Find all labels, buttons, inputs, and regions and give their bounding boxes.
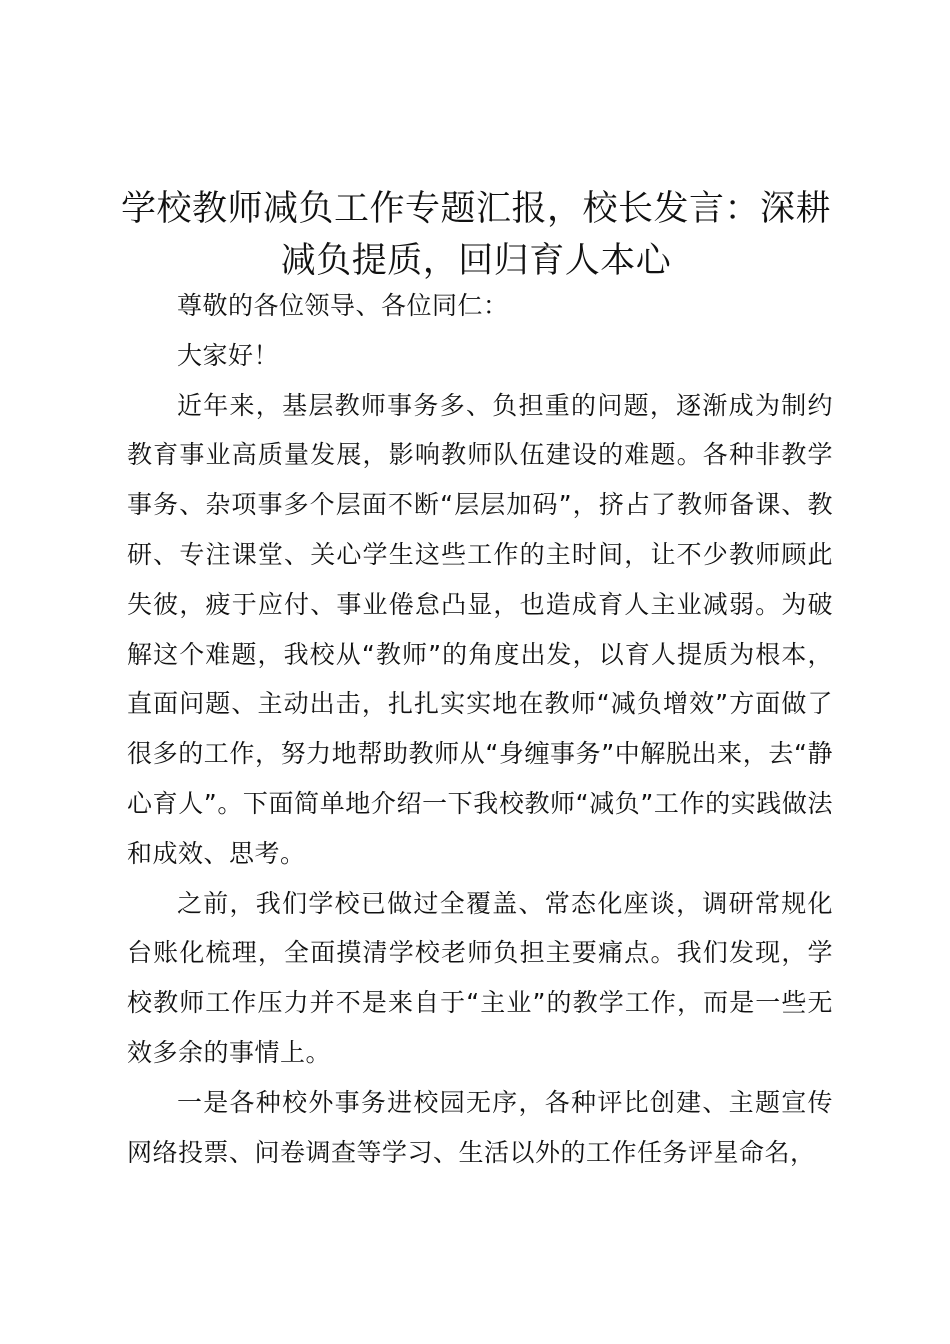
document-title: 学校教师减负工作专题汇报，校长发言：深耕减负提质，回归育人本心 [120,189,831,281]
greeting: 大家好！ [177,340,280,370]
salutation: 尊敬的各位领导、各位同仁： [177,291,509,320]
paragraph-point-one: 一是各种校外事务进校园无序，各种评比创建、主题宣传网络投票、问卷调查等学习、生活以外的工作任务评星命名， [127,1087,833,1167]
paragraph-intro: 近年来，基层教师事务多、负担重的问题，逐渐成为制约教育事业高质量发展，影响教师队伍建设的难题。各种非教学事务、杂项事多个层面不断“层层加码”，挤占了教师备课、教研、专注课堂、关心学生这些工作的主时间，让不少教师顾此失彼，疲于应付、事业倦怠凸显，也造成育人主业减弱。为破解这个难题，我校从“教师”的角度出发，以育人提质为根本，直面问题、主动出击，扎扎实实地在教师“减负增效”方面做了很多的工作，努力地帮助教师从“身缠事务”中解脱出来，去“静心育人”。下面简单地介绍一下我校教师“减负”工作的实践做法和成效、思考。 [127,390,833,868]
paragraph-survey: 之前，我们学校已做过全覆盖、常态化座谈，调研常规化台账化梳理，全面摸清学校老师负担主要痛点。我们发现，学校教师工作压力并不是来自于“主业”的教学工作，而是一些无效多余的事情上。 [127,888,833,1067]
document-body [127,281,833,1177]
